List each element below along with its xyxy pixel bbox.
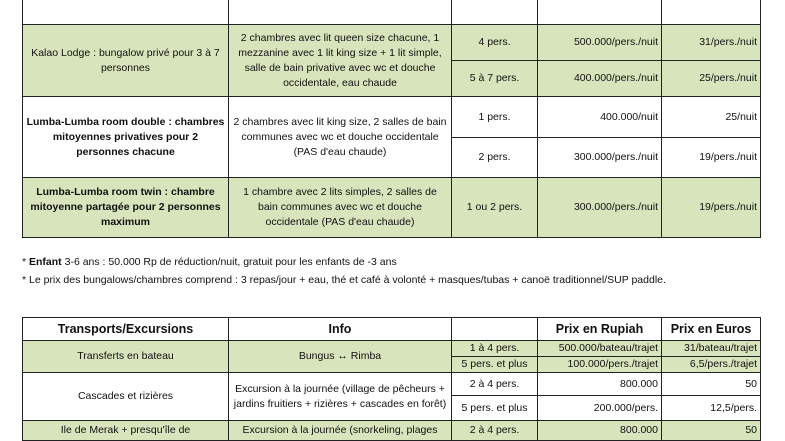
price-rupiah: 200.000/pers. <box>538 396 662 421</box>
header-name: Transports/Excursions <box>23 318 229 341</box>
people: 2 à 4 pers. <box>452 421 538 441</box>
table-row <box>23 97 761 138</box>
price-euros: 25/pers./nuit <box>662 61 761 97</box>
price-euros: 19/pers./nuit <box>662 138 761 178</box>
note-included: * Le prix des bungalows/chambres comprend : 3 repas/jour + eau, thé et café à volonté + masques/tubas + canoë traditionnel/SUP paddle. <box>22 274 666 286</box>
price-euros: 25/nuit <box>662 97 761 138</box>
price-rupiah: 500.000/pers./nuit <box>538 25 662 61</box>
table-row <box>23 341 761 357</box>
excursion-info: Bungus ↔ Rimba <box>229 341 452 373</box>
price-rupiah: 300.000/pers./nuit <box>538 178 662 238</box>
people: 1 pers. <box>452 97 538 138</box>
excursion-info: Excursion à la journée (village de pêcheurs + jardins fruitiers + rizières + cascades en forêt) <box>229 373 452 421</box>
room-info: 1 chambre avec 2 lits simples, 2 salles de bain communes avec wc et douche occidentale (PAS d'eau chaude) <box>229 178 452 238</box>
header-info: Info <box>229 318 452 341</box>
room-info: 2 chambres avec lit queen size chacune, 1 mezzanine avec 1 lit king size + 1 lit simple, salle de bain privative avec wc et douche occidentale, eau chaude <box>229 25 452 97</box>
header-rupiah: Prix en Rupiah <box>538 318 662 341</box>
price-euros: 31/pers./nuit <box>662 25 761 61</box>
price-rupiah: 800.000 <box>538 373 662 396</box>
table-row <box>23 25 761 61</box>
room-name: Lumba-Lumba room double : chambres mitoyennes privatives pour 2 personnes chacune <box>23 97 229 178</box>
table-row <box>23 421 761 441</box>
people: 5 à 7 pers. <box>452 61 538 97</box>
excursion-name: Transferts en bateau <box>23 341 229 373</box>
price-euros: 50 <box>662 421 761 441</box>
people: 1 à 4 pers. <box>452 341 538 357</box>
price-rupiah: 100.000/pers./trajet <box>538 357 662 373</box>
table-header <box>23 318 761 341</box>
price-euros: 50 <box>662 373 761 396</box>
header-euros: Prix en Euros <box>662 318 761 341</box>
excursion-name: Cascades et rizières <box>23 373 229 421</box>
price-rupiah: 400.000/nuit <box>538 97 662 138</box>
people: 5 pers. et plus <box>452 357 538 373</box>
excursion-info: Excursion à la journée (snorkeling, plages <box>229 421 452 441</box>
table-row <box>23 178 761 238</box>
table-row <box>23 373 761 396</box>
excursion-name: Ile de Merak + presqu'île de <box>23 421 229 441</box>
people: 1 ou 2 pers. <box>452 178 538 238</box>
notes <box>22 253 666 289</box>
header-people <box>452 318 538 341</box>
people: 4 pers. <box>452 25 538 61</box>
room-name: Kalao Lodge : bungalow privé pour 3 à 7 personnes <box>23 25 229 97</box>
accommodation-table <box>22 0 761 238</box>
price-rupiah: 300.000/pers./nuit <box>538 138 662 178</box>
price-euros: 6,5/pers./trajet <box>662 357 761 373</box>
price-rupiah: 800.000 <box>538 421 662 441</box>
room-info: 2 chambres avec lit king size, 2 salles de bain communes avec wc et douche occidentale (PAS d'eau chaude) <box>229 97 452 178</box>
price-rupiah: 500.000/bateau/trajet <box>538 341 662 357</box>
people: 5 pers. et plus <box>452 396 538 421</box>
table-row <box>23 0 761 25</box>
people: 2 à 4 pers. <box>452 373 538 396</box>
price-euros: 31/bateau/trajet <box>662 341 761 357</box>
transport-table <box>22 317 761 441</box>
price-euros: 12,5/pers. <box>662 396 761 421</box>
note-children: * Enfant 3-6 ans : 50.000 Rp de réduction/nuit, gratuit pour les enfants de -3 ans <box>22 256 397 268</box>
people: 2 pers. <box>452 138 538 178</box>
price-euros: 19/pers./nuit <box>662 178 761 238</box>
price-rupiah: 400.000/pers./nuit <box>538 61 662 97</box>
room-name: Lumba-Lumba room twin : chambre mitoyenne partagée pour 2 personnes maximum <box>23 178 229 238</box>
